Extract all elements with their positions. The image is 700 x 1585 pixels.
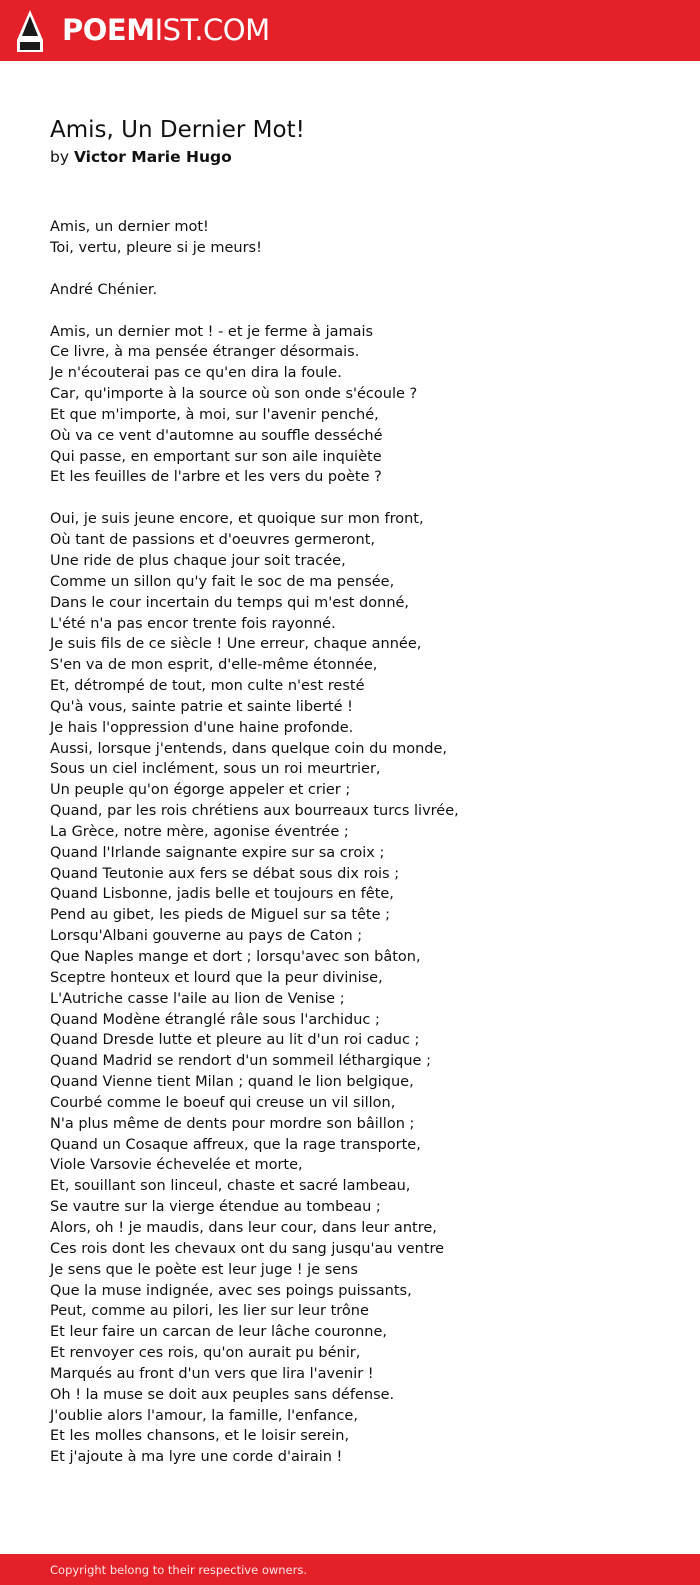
- poem-line: Où tant de passions et d'oeuvres germeront,: [50, 532, 376, 549]
- poem-line: André Chénier.: [50, 281, 158, 298]
- poem-line: Et les molles chansons, et le loisir serein,: [50, 1428, 350, 1445]
- poem-line: Aussi, lorsque j'entends, dans quelque coin du monde,: [50, 740, 448, 757]
- poem-line: Amis, un dernier mot ! - et je ferme à jamais: [50, 323, 374, 340]
- poem-line: Et j'ajoute à ma lyre une corde d'airain !: [50, 1449, 343, 1466]
- poem-line: Une ride de plus chaque jour soit tracée,: [50, 552, 346, 569]
- poem-line: Quand Teutonie aux fers se débat sous dix rois ;: [50, 865, 400, 882]
- brand-name-light: IST.COM: [154, 13, 270, 47]
- poem-line: Quand l'Irlande saignante expire sur sa croix ;: [50, 844, 385, 861]
- poem-line: Je suis fils de ce siècle ! Une erreur, chaque année,: [50, 636, 422, 653]
- brand-name-bold: POEM: [62, 13, 155, 47]
- poem-line: Et leur faire un carcan de leur lâche couronne,: [50, 1324, 388, 1341]
- copyright-text: Copyright belong to their respective owners.: [50, 1563, 308, 1577]
- poem-body: [50, 217, 670, 1468]
- poem-line: Car, qu'importe à la source où son onde s'écoule ?: [50, 386, 418, 403]
- site-header: [0, 0, 700, 61]
- poem-line: Toi, vertu, pleure si je meurs!: [50, 239, 262, 256]
- poem-line: Ce livre, à ma pensée étranger désormais.: [50, 344, 360, 361]
- poem-line: Quand Vienne tient Milan ; quand le lion belgique,: [50, 1074, 414, 1091]
- poem-line: Pend au gibet, les pieds de Miguel sur sa tête ;: [50, 907, 391, 924]
- poem-stanza: [50, 280, 670, 301]
- poem-line: Que Naples mange et dort ; lorsqu'avec son bâton,: [50, 949, 421, 965]
- poem-line: Alors, oh ! je maudis, dans leur cour, dans leur antre,: [50, 1219, 437, 1236]
- poem-line: J'oublie alors l'amour, la famille, l'enfance,: [50, 1407, 358, 1424]
- poem-line: Quand Modène étranglé râle sous l'archiduc ;: [50, 1011, 380, 1028]
- poem-line: Sous un ciel inclément, sous un roi meurtrier,: [50, 761, 381, 778]
- poem-line: L'été n'a pas encor trente fois rayonné.: [50, 615, 336, 632]
- site-footer: [0, 1554, 700, 1585]
- poem-line: Et, souillant son linceul, chaste et sacré lambeau,: [50, 1178, 411, 1195]
- site-logo-link[interactable]: [62, 13, 270, 47]
- poem-line: Et, détrompé de tout, mon culte n'est resté: [50, 678, 365, 695]
- poem-line: Amis, un dernier mot!: [50, 219, 209, 235]
- poem-line: Je n'écouterai pas ce qu'en dira la foule.: [50, 365, 342, 382]
- poem-line: Viole Varsovie échevelée et morte,: [50, 1157, 303, 1174]
- poem-line: Et les feuilles de l'arbre et les vers du poète ?: [50, 469, 382, 486]
- poem-line: Et que m'importe, à moi, sur l'avenir penché,: [50, 406, 379, 423]
- poem-line: Quand Dresde lutte et pleure au lit d'un roi caduc ;: [50, 1032, 420, 1049]
- poem-line: Un peuple qu'on égorge appeler et crier ;: [50, 782, 351, 799]
- poem-line: La Grèce, notre mère, agonise éventrée ;: [50, 823, 349, 840]
- poem-line: Comme un sillon qu'y fait le soc de ma pensée,: [50, 573, 395, 590]
- poem-line: Quand Madrid se rendort d'un sommeil léthargique ;: [50, 1053, 431, 1070]
- poem-line: Que la muse indignée, avec ses poings puissants,: [50, 1282, 412, 1299]
- poem-line: Qu'à vous, sainte patrie et sainte liberté !: [50, 698, 353, 715]
- poem-stanza: [50, 509, 670, 1468]
- poem-line: Peut, comme au pilori, les lier sur leur trône: [50, 1303, 369, 1320]
- author-name: Victor Marie Hugo: [73, 148, 232, 166]
- pencil-icon[interactable]: [17, 10, 43, 52]
- by-label: by: [50, 148, 70, 166]
- poem-line: Et renvoyer ces rois, qu'on aurait pu bénir,: [50, 1345, 361, 1362]
- poem-line: S'en va de mon esprit, d'elle-même étonnée,: [50, 657, 378, 674]
- poem-line: Je hais l'oppression d'une haine profonde.: [50, 719, 354, 736]
- poem-title: Amis, Un Dernier Mot!: [50, 117, 305, 143]
- poem-line: Quand un Cosaque affreux, que la rage transporte,: [50, 1136, 421, 1153]
- poem-line: Où va ce vent d'automne au souffle desséché: [50, 427, 383, 444]
- poem-line: Oh ! la muse se doit aux peuples sans défense.: [50, 1386, 395, 1403]
- poem-line: Quand, par les rois chrétiens aux bourreaux turcs livrée,: [50, 803, 459, 820]
- byline: [50, 146, 670, 168]
- poem-line: Je sens que le poète est leur juge ! je sens: [50, 1261, 358, 1278]
- poem-stanza: [50, 217, 670, 259]
- poem-line: Lorsqu'Albani gouverne au pays de Caton ;: [50, 928, 363, 945]
- poem-line: Courbé comme le boeuf qui creuse un vil sillon,: [50, 1094, 396, 1111]
- poem-line: Quand Lisbonne, jadis belle et toujours en fête,: [50, 886, 394, 903]
- poem-line: Marqués au front d'un vers que lira l'avenir !: [50, 1365, 374, 1382]
- poem-line: Se vautre sur la vierge étendue au tombeau ;: [50, 1199, 381, 1216]
- poem-line: Dans le cour incertain du temps qui m'est donné,: [50, 594, 410, 611]
- poem-line: L'Autriche casse l'aile au lion de Venise ;: [50, 990, 345, 1007]
- poem-line: Ces rois dont les chevaux ont du sang jusqu'au ventre: [50, 1240, 445, 1257]
- poem-line: Oui, je suis jeune encore, et quoique sur mon front,: [50, 511, 424, 528]
- poem-line: N'a plus même de dents pour mordre son bâillon ;: [50, 1115, 415, 1132]
- poem-line: Sceptre honteux et lourd que la peur divinise,: [50, 969, 383, 986]
- poem-line: Qui passe, en emportant sur son aile inquiète: [50, 448, 382, 465]
- poem-stanza: [50, 322, 670, 489]
- poem-content: [50, 114, 670, 1489]
